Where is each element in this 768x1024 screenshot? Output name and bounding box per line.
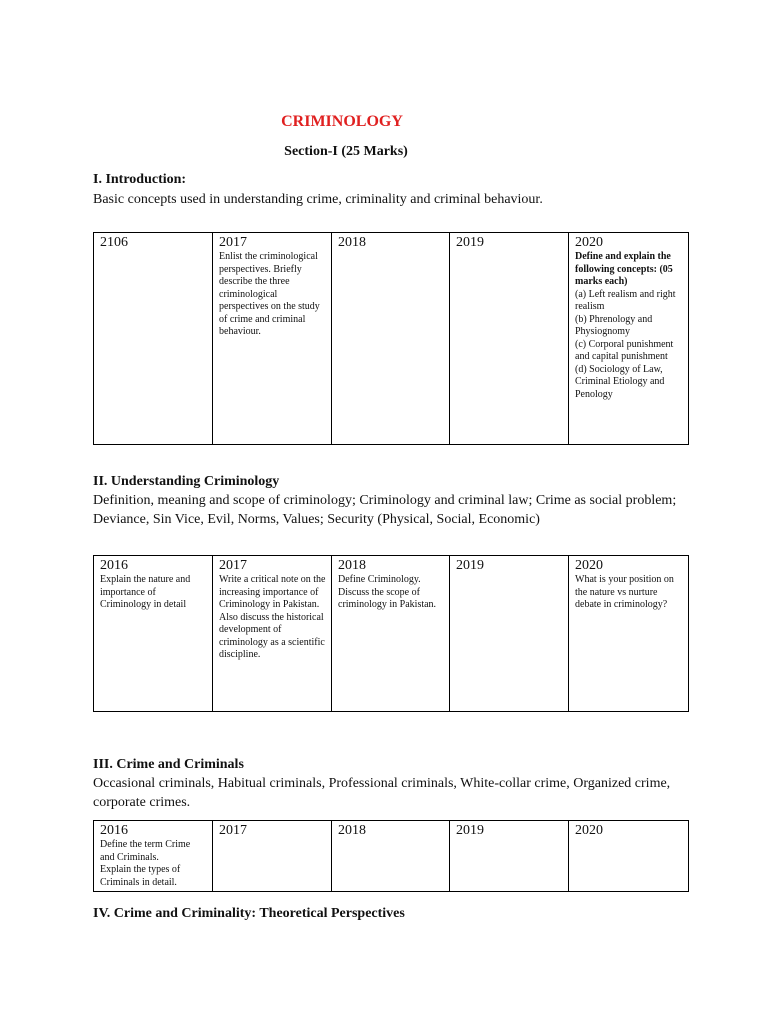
table-cell	[213, 821, 332, 892]
table-cell	[450, 233, 569, 445]
year-label: 2018	[338, 558, 366, 573]
section-3-description: Occasional criminals, Habitual criminals, Professional criminals, White-collar crime, Organized crime, corporate crimes.	[93, 776, 671, 810]
question-text: Explain the nature and importance of Criminology in detail	[100, 574, 191, 610]
year-label: 2017	[219, 235, 247, 250]
year-label: 2016	[100, 823, 128, 838]
year-label: 2020	[575, 823, 603, 838]
table-cell	[569, 233, 689, 445]
question-text: (a) Left realism and right realism (b) Phrenology and Physiognomy (c) Corporal punishment and capital punishment (d) Sociology of Law, Criminal Etiology and Penology	[575, 288, 676, 400]
section-2-description: Definition, meaning and scope of criminology; Criminology and criminal law; Crime as social problem; Deviance, Sin Vice, Evil, Norms, Values; Security (Physical, Social, Economic)	[93, 493, 677, 527]
question-text: Define Criminology. Discuss the scope of criminology in Pakistan.	[338, 574, 437, 610]
section-2-heading: II. Understanding Criminology	[93, 474, 280, 489]
section-3-table	[93, 820, 689, 892]
year-label: 2019	[456, 823, 484, 838]
table-cell	[94, 556, 213, 712]
table-cell	[569, 556, 689, 712]
table-row	[94, 556, 689, 712]
year-label: 2020	[575, 235, 603, 250]
table-row	[94, 821, 689, 892]
question-text: Define the term Crime and Criminals. Explain the types of Criminals in detail.	[100, 839, 191, 888]
section-3-heading: III. Crime and Criminals	[93, 757, 244, 772]
year-label: 2017	[219, 558, 247, 573]
table-cell	[332, 821, 450, 892]
section-subtitle: Section-I (25 Marks)	[284, 144, 408, 159]
section-4-heading: IV. Crime and Criminality: Theoretical Perspectives	[93, 906, 405, 921]
section-1-description: Basic concepts used in understanding crime, criminality and criminal behaviour.	[93, 192, 543, 207]
table-cell	[94, 233, 213, 445]
table-row	[94, 233, 689, 445]
table-cell	[332, 556, 450, 712]
year-label: 2019	[456, 558, 484, 573]
year-label: 2019	[456, 235, 484, 250]
section-1-table	[93, 232, 689, 445]
year-label: 2017	[219, 823, 247, 838]
year-label: 2020	[575, 558, 603, 573]
question-text: Enlist the criminological perspectives. Briefly describe the three criminological perspectives on the study of crime and criminal behaviour.	[219, 251, 320, 337]
section-2-table	[93, 555, 689, 712]
year-label: 2016	[100, 558, 128, 573]
question-text: Write a critical note on the increasing importance of Criminology in Pakistan. Also discuss the historical development of criminology as a scientific discipline.	[219, 574, 326, 660]
table-cell	[213, 233, 332, 445]
table-cell	[569, 821, 689, 892]
table-cell	[332, 233, 450, 445]
year-label: 2018	[338, 823, 366, 838]
document-title: CRIMINOLOGY	[281, 113, 403, 130]
table-cell	[94, 821, 213, 892]
section-1-heading: I. Introduction:	[93, 172, 187, 187]
table-cell	[450, 821, 569, 892]
table-cell	[213, 556, 332, 712]
question-bold-text: Define and explain the following concepts: (05 marks each)	[575, 251, 673, 287]
year-label: 2018	[338, 235, 366, 250]
table-cell	[450, 556, 569, 712]
year-label: 2106	[100, 235, 128, 250]
question-text: What is your position on the nature vs nurture debate in criminology?	[575, 574, 674, 610]
